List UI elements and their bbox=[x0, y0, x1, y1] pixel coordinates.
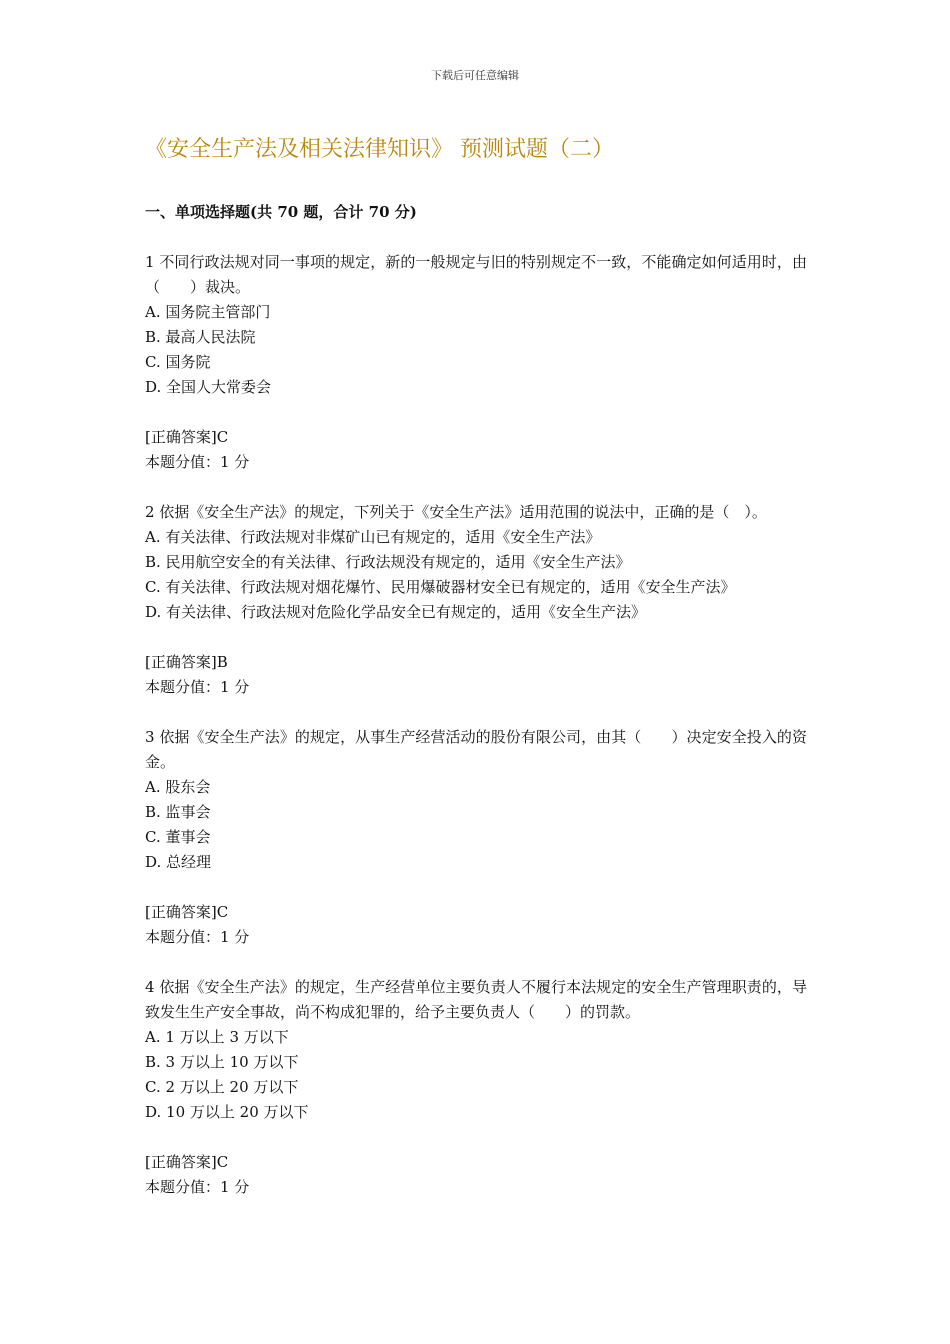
option-c: C. 国务院 bbox=[145, 353, 211, 371]
section-heading: 一、单项选择题(共 70 题，合计 70 分) bbox=[145, 203, 417, 221]
answer-block bbox=[145, 650, 807, 700]
option-d: D. 总经理 bbox=[145, 853, 212, 871]
question-stem: 4 依据《安全生产法》的规定，生产经营单位主要负责人不履行本法规定的安全生产管理职责的，导致发生生产安全事故，尚不构成犯罪的，给予主要负责人（ ）的罚款。 bbox=[145, 978, 807, 1021]
question-stem: 2 依据《安全生产法》的规定，下列关于《安全生产法》适用范围的说法中，正确的是（ ）。 bbox=[145, 503, 767, 521]
answer-block bbox=[145, 900, 807, 950]
option-b: B. 3 万以上 10 万以下 bbox=[145, 1053, 299, 1071]
answer-block bbox=[145, 1150, 807, 1200]
header-note: 下载后可任意编辑 bbox=[431, 69, 519, 82]
question-2 bbox=[145, 500, 807, 700]
option-b: B. 民用航空安全的有关法律、行政法规没有规定的，适用《安全生产法》 bbox=[145, 553, 631, 571]
option-a: A. 1 万以上 3 万以下 bbox=[145, 1028, 289, 1046]
question-stem: 1 不同行政法规对同一事项的规定，新的一般规定与旧的特别规定不一致，不能确定如何适用时，由（ ）裁决。 bbox=[145, 253, 807, 296]
option-c: C. 2 万以上 20 万以下 bbox=[145, 1078, 299, 1096]
correct-answer: [正确答案]C bbox=[145, 428, 229, 446]
option-a: A. 有关法律、行政法规对非煤矿山已有规定的，适用《安全生产法》 bbox=[145, 528, 601, 546]
document-title: 《安全生产法及相关法律知识》 预测试题（二） bbox=[145, 137, 614, 162]
correct-answer: [正确答案]B bbox=[145, 653, 228, 671]
option-d: D. 有关法律、行政法规对危险化学品安全已有规定的，适用《安全生产法》 bbox=[145, 603, 647, 621]
correct-answer: [正确答案]C bbox=[145, 1153, 229, 1171]
correct-answer: [正确答案]C bbox=[145, 903, 229, 921]
question-stem: 3 依据《安全生产法》的规定，从事生产经营活动的股份有限公司，由其（ ）决定安全投入的资金。 bbox=[145, 728, 807, 771]
question-4 bbox=[145, 975, 807, 1200]
question-list bbox=[145, 250, 807, 1225]
option-a: A. 股东会 bbox=[145, 778, 211, 796]
question-3 bbox=[145, 725, 807, 950]
question-score: 本题分值：1 分 bbox=[145, 453, 250, 471]
answer-block bbox=[145, 425, 807, 475]
option-d: D. 10 万以上 20 万以下 bbox=[145, 1103, 309, 1121]
question-1 bbox=[145, 250, 807, 475]
question-score: 本题分值：1 分 bbox=[145, 928, 250, 946]
option-d: D. 全国人大常委会 bbox=[145, 378, 272, 396]
option-b: B. 监事会 bbox=[145, 803, 211, 821]
question-score: 本题分值：1 分 bbox=[145, 1178, 250, 1196]
option-c: C. 董事会 bbox=[145, 828, 211, 846]
option-a: A. 国务院主管部门 bbox=[145, 303, 271, 321]
option-c: C. 有关法律、行政法规对烟花爆竹、民用爆破器材安全已有规定的，适用《安全生产法》 bbox=[145, 578, 736, 596]
option-b: B. 最高人民法院 bbox=[145, 328, 256, 346]
question-score: 本题分值：1 分 bbox=[145, 678, 250, 696]
